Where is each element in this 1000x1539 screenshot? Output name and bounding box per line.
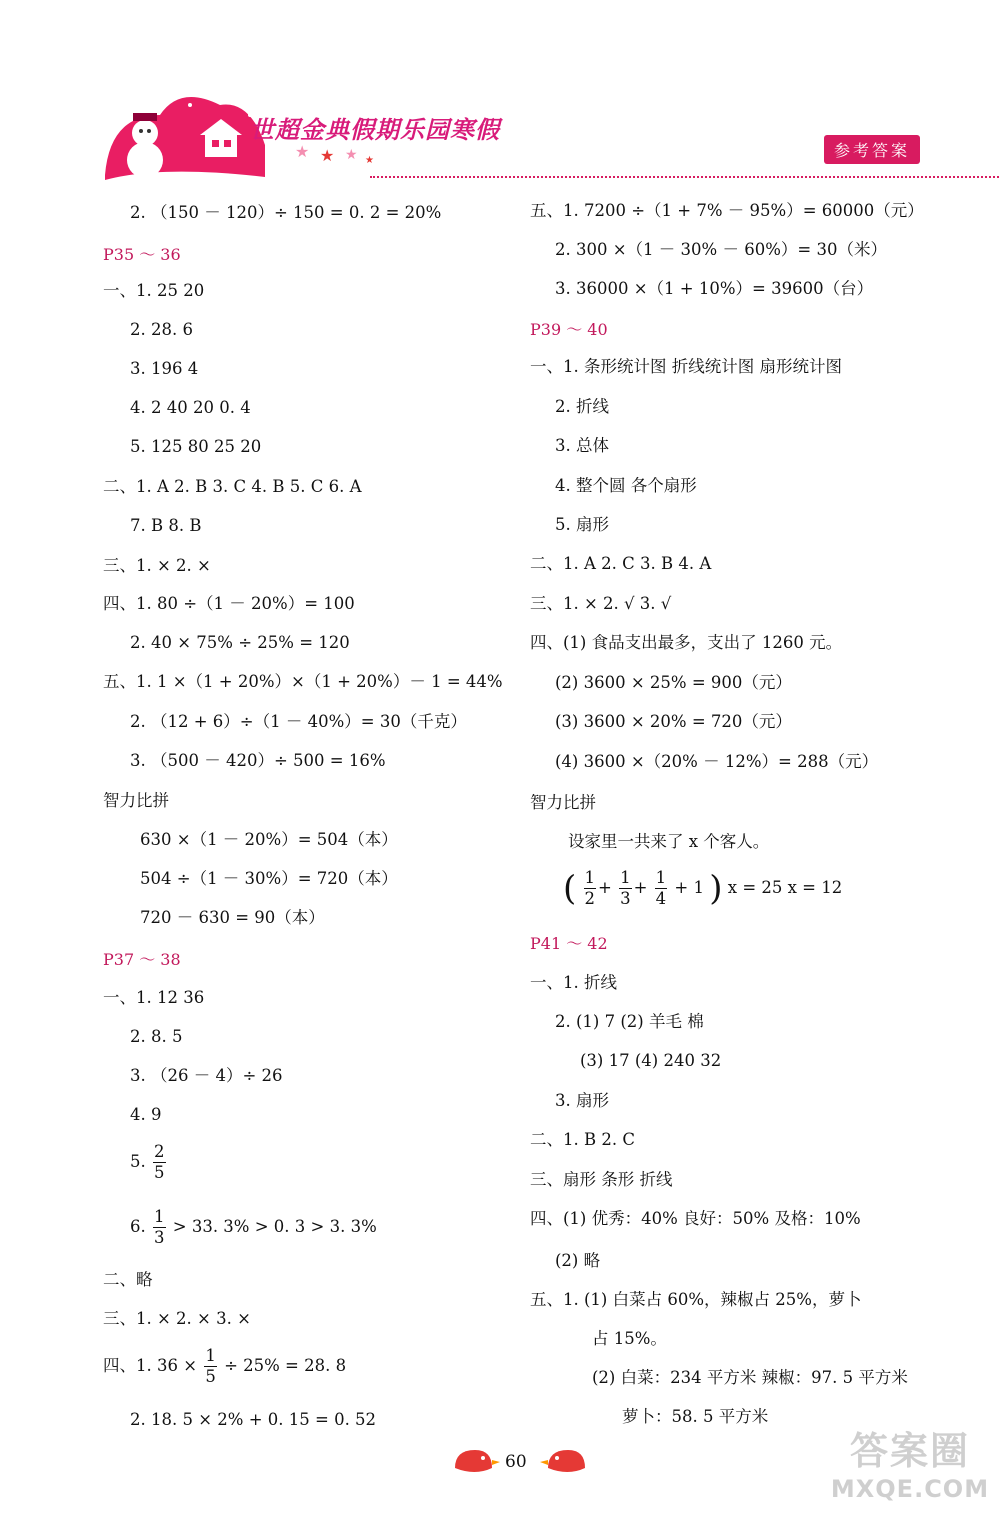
header-divider [370, 176, 1000, 178]
answer-line: 5. 125 80 25 20 [130, 437, 262, 456]
answer-line: 五、1. 7200 ÷（1 + 7% － 95%）= 60000（元） [530, 201, 924, 220]
answer-line: 4. 9 [130, 1105, 162, 1124]
answer-line: 四、1. 36 × $\frac{1}{5}$ ÷ 25% = 28. 8 [103, 1346, 347, 1386]
answer-line: 一、1. 折线 [530, 973, 617, 992]
answer-line: 三、1. × 2. × [103, 556, 211, 575]
equation-line: ( $\frac{1}{2}$ + $\frac{1}{3}$ + $\frac{1}{4}$ + 1 ) x = 25 x = 12 [563, 868, 843, 909]
answer-line: 五、1. (1) 白菜占 60%，辣椒占 25%，萝卜 [530, 1290, 862, 1309]
watermark-url: MXQE.COM [830, 1475, 990, 1503]
answer-line: 630 ×（1 － 20%）= 504（本） [140, 830, 398, 849]
answer-line: 三、1. × 2. √ 3. √ [530, 594, 672, 613]
answer-line: 设家里一共来了 x 个客人。 [568, 832, 770, 851]
section-heading: P41 ～ 42 [530, 934, 608, 953]
answer-line: 2. 40 × 75% ÷ 25% = 120 [130, 633, 350, 652]
answer-line: (2) 3600 × 25% = 900（元） [555, 673, 792, 692]
answer-line: 4. 整个圆 各个扇形 [555, 476, 697, 495]
answer-line: 一、1. 25 20 [103, 281, 205, 300]
answer-line: 720 － 630 = 90（本） [140, 908, 325, 927]
answer-line: 2. (1) 7 (2) 羊毛 棉 [555, 1012, 704, 1031]
answer-line: 5. $\frac{2}{5}$ [130, 1142, 165, 1182]
answer-line: 3. （26 － 4）÷ 26 [130, 1066, 283, 1085]
answer-line: 二、略 [103, 1270, 153, 1289]
answer-line: 二、1. B 2. C [530, 1130, 635, 1149]
answer-line: 3. 36000 ×（1 + 10%）= 39600（台） [555, 279, 874, 298]
section-heading: P39 ～ 40 [530, 320, 608, 339]
answer-line: 3. 196 4 [130, 359, 199, 378]
answer-line: (2) 白菜：234 平方米 辣椒：97. 5 平方米 [592, 1368, 908, 1387]
answer-key-badge: 参考答案 [824, 135, 920, 164]
answer-line: 二、1. A 2. B 3. C 4. B 5. C 6. A [103, 477, 362, 496]
answer-line: 三、1. × 2. × 3. × [103, 1309, 251, 1328]
brand-title: 世超金典假期乐园寒假 [250, 116, 500, 144]
answer-line: 五、1. 1 ×（1 + 20%）×（1 + 20%）－ 1 = 44% [103, 672, 503, 691]
answer-line: 7. B 8. B [130, 516, 202, 535]
answer-line: 4. 2 40 20 0. 4 [130, 398, 251, 417]
answer-line: 二、1. A 2. C 3. B 4. A [530, 554, 712, 573]
answer-line: (4) 3600 ×（20% － 12%）= 288（元） [555, 752, 879, 771]
answer-line: 2. 28. 6 [130, 320, 193, 339]
svg-text:★: ★ [295, 142, 310, 161]
answer-line: 占 15%。 [592, 1329, 667, 1348]
answer-line: 四、(1) 食品支出最多，支出了 1260 元。 [530, 633, 843, 652]
answer-line: 四、1. 80 ÷（1 － 20%）= 100 [103, 594, 355, 613]
section-heading: P35 ～ 36 [103, 245, 181, 264]
svg-text:★: ★ [320, 146, 335, 165]
answer-line: (2) 略 [555, 1251, 601, 1270]
answer-line: 一、1. 条形统计图 折线统计图 扇形统计图 [530, 357, 842, 376]
answer-line: 5. 扇形 [555, 515, 609, 534]
subsection-heading: 智力比拼 [530, 793, 596, 812]
page-number: 60 [505, 1452, 527, 1472]
answer-line: 三、扇形 条形 折线 [530, 1170, 673, 1189]
answer-line: 3. 总体 [555, 436, 609, 455]
watermark [825, 1420, 995, 1503]
answer-line: 2. 折线 [555, 397, 609, 416]
fraction: $\frac{1}{4}$ [655, 868, 667, 908]
answer-line: 2. （150 － 120）÷ 150 = 0. 2 = 20% [130, 203, 442, 222]
answer-line: 3. （500 － 420）÷ 500 = 16% [130, 751, 386, 770]
fraction: $\frac{1}{2}$ [584, 868, 596, 908]
answer-line: 2. 18. 5 × 2% + 0. 15 = 0. 52 [130, 1410, 377, 1429]
fraction: $\frac{1}{5}$ [205, 1346, 216, 1386]
stars-decoration [295, 137, 385, 167]
page-header [100, 85, 920, 185]
answer-line: 2. （12 + 6）÷（1 － 40%）= 30（千克） [130, 712, 467, 731]
answer-line: 四、(1) 优秀：40% 良好：50% 及格：10% [530, 1209, 861, 1228]
answer-line: (3) 3600 × 20% = 720（元） [555, 712, 792, 731]
answer-line: 萝卜：58. 5 平方米 [622, 1407, 769, 1426]
answer-line: 6. $\frac{1}{3}$ > 33. 3% > 0. 3 > 3. 3% [130, 1207, 377, 1247]
fraction: $\frac{1}{3}$ [154, 1207, 165, 1247]
svg-text:★: ★ [345, 147, 358, 163]
answer-line: 3. 扇形 [555, 1091, 609, 1110]
snowman-logo [100, 85, 270, 185]
fraction: $\frac{2}{5}$ [154, 1142, 165, 1182]
section-heading: P37 ～ 38 [103, 950, 181, 969]
svg-text:★: ★ [365, 155, 374, 166]
answer-line: 一、1. 12 36 [103, 988, 205, 1007]
answer-line: 2. 300 ×（1 － 30% － 60%）= 30（米） [555, 240, 887, 259]
fraction: $\frac{1}{3}$ [620, 868, 631, 908]
answer-line: 504 ÷（1 － 30%）= 720（本） [140, 869, 398, 888]
answer-line: 2. 8. 5 [130, 1027, 183, 1046]
answer-line: (3) 17 (4) 240 32 [580, 1051, 722, 1070]
subsection-heading: 智力比拼 [103, 791, 169, 810]
watermark-title: 答案圈 [849, 1429, 970, 1473]
